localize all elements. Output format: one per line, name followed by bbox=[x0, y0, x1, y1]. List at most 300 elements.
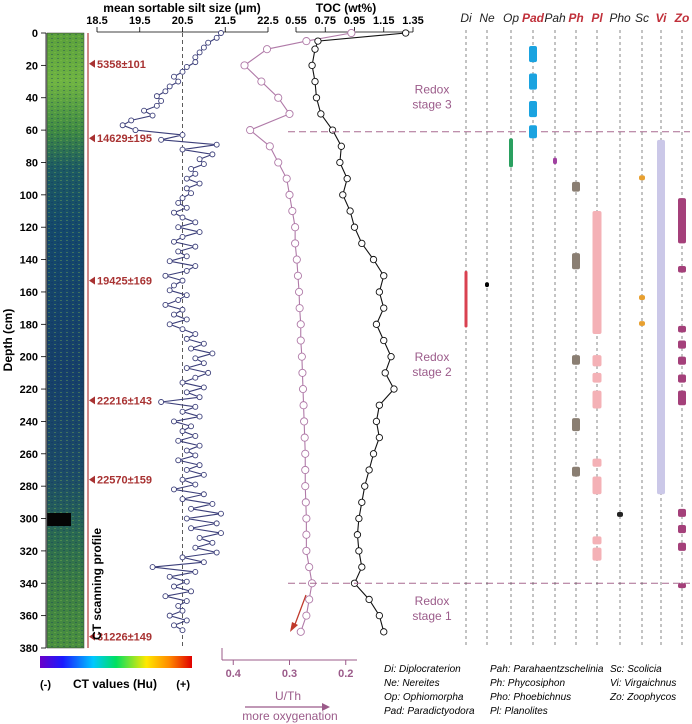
silt-point bbox=[193, 453, 198, 458]
toc-point bbox=[312, 78, 318, 84]
trace-column-header: Sc bbox=[634, 11, 650, 25]
trace-column-header: Pho bbox=[609, 11, 631, 25]
silt-point bbox=[184, 293, 189, 298]
silt-point bbox=[159, 137, 164, 142]
trace-occurrence bbox=[572, 253, 580, 269]
trace-occurrence bbox=[678, 357, 686, 365]
trace-occurrence bbox=[678, 525, 686, 533]
legend-entry: Vi: Virgaichnus bbox=[610, 678, 677, 689]
silt-point bbox=[197, 414, 202, 419]
toc-point bbox=[382, 370, 388, 376]
toc-tick-label: 1.15 bbox=[373, 15, 395, 27]
toc-point bbox=[329, 127, 335, 133]
trace-occurrence bbox=[678, 391, 686, 406]
toc-point bbox=[309, 62, 315, 68]
silt-point bbox=[167, 288, 172, 293]
depth-tick-label: 260 bbox=[19, 448, 38, 461]
silt-point bbox=[189, 424, 194, 429]
silt-point bbox=[163, 273, 168, 278]
redox-label-line2: stage 3 bbox=[412, 97, 452, 112]
silt-point bbox=[167, 84, 172, 89]
silt-point bbox=[142, 108, 147, 113]
silt-point bbox=[184, 366, 189, 371]
uth-point bbox=[303, 547, 310, 554]
silt-point bbox=[159, 400, 164, 405]
uth-point bbox=[258, 78, 265, 85]
toc-point bbox=[381, 337, 387, 343]
uth-series bbox=[241, 29, 355, 635]
trace-occurrence bbox=[572, 355, 580, 365]
silt-point bbox=[197, 395, 202, 400]
trace-occurrence bbox=[639, 295, 645, 300]
depth-tick-label: 20 bbox=[25, 60, 38, 73]
uth-point bbox=[297, 628, 304, 635]
age-label: 19425±169 bbox=[97, 275, 152, 288]
uth-point bbox=[303, 531, 310, 538]
trace-occurrence bbox=[617, 512, 623, 517]
legend-entry: Pad: Paradictyodora bbox=[384, 706, 475, 717]
uth-point bbox=[302, 499, 309, 506]
toc-point bbox=[376, 434, 382, 440]
uth-point bbox=[275, 159, 282, 166]
colorbar-title: CT values (Hu) bbox=[72, 677, 158, 691]
silt-point bbox=[184, 618, 189, 623]
silt-point bbox=[193, 244, 198, 249]
silt-line bbox=[123, 33, 221, 630]
toc-point bbox=[381, 273, 387, 279]
silt-tick-label: 20.5 bbox=[171, 15, 194, 27]
trace-occurrence bbox=[678, 543, 686, 551]
silt-point bbox=[176, 225, 181, 230]
silt-point bbox=[184, 599, 189, 604]
trace-fossil-legend bbox=[384, 664, 676, 717]
silt-point bbox=[176, 249, 181, 254]
trace-column-header: Pl bbox=[591, 11, 603, 25]
uth-point bbox=[303, 515, 310, 522]
depth-tick-label: 380 bbox=[19, 643, 38, 655]
toc-point bbox=[391, 386, 397, 392]
trace-column-header: Pah bbox=[544, 11, 566, 25]
silt-point bbox=[150, 113, 155, 118]
trace-occurrence bbox=[678, 198, 686, 243]
toc-point bbox=[373, 321, 379, 327]
silt-point bbox=[184, 516, 189, 521]
silt-point bbox=[171, 419, 176, 424]
uth-point bbox=[302, 466, 309, 473]
silt-point bbox=[189, 506, 194, 511]
silt-point bbox=[206, 40, 211, 45]
silt-point bbox=[171, 623, 176, 628]
uth-line bbox=[245, 33, 352, 632]
uth-point bbox=[275, 94, 282, 101]
silt-point bbox=[218, 531, 223, 536]
silt-point bbox=[184, 268, 189, 273]
toc-point bbox=[347, 208, 353, 214]
silt-point bbox=[184, 176, 189, 181]
redox-label-line1: Redox bbox=[414, 349, 450, 364]
depth-tick-label: 100 bbox=[19, 189, 38, 202]
uth-point bbox=[299, 385, 306, 392]
silt-point bbox=[197, 443, 202, 448]
trace-occurrence bbox=[529, 101, 537, 117]
silt-point bbox=[176, 603, 181, 608]
trace-occurrence bbox=[465, 271, 468, 328]
toc-point bbox=[338, 143, 344, 149]
trace-column-header: Pad bbox=[521, 11, 545, 25]
toc-point bbox=[376, 289, 382, 295]
toc-point bbox=[354, 532, 360, 538]
redox-boundaries bbox=[288, 132, 690, 584]
silt-tick-label: 18.5 bbox=[86, 15, 108, 27]
trace-occurrence bbox=[593, 459, 602, 467]
trace-column-header: Zo bbox=[674, 11, 690, 25]
silt-point bbox=[193, 264, 198, 269]
silt-point bbox=[180, 429, 185, 434]
toc-point bbox=[381, 305, 387, 311]
toc-point bbox=[366, 467, 372, 473]
uth-point bbox=[296, 305, 303, 312]
silt-point bbox=[167, 259, 172, 264]
toc-tick-label: 0.55 bbox=[285, 15, 307, 27]
silt-point bbox=[189, 589, 194, 594]
silt-point bbox=[197, 535, 202, 540]
silt-point bbox=[214, 550, 219, 555]
silt-point bbox=[180, 215, 185, 220]
depth-tick-label: 160 bbox=[19, 286, 38, 299]
trace-occurrence bbox=[572, 467, 580, 477]
trace-occurrence bbox=[593, 355, 602, 366]
silt-point bbox=[180, 409, 185, 414]
silt-point bbox=[201, 472, 206, 477]
toc-point bbox=[388, 353, 394, 359]
trace-fossil-columns bbox=[460, 11, 689, 648]
silt-tick-label: 22.5 bbox=[257, 15, 279, 27]
silt-point bbox=[150, 565, 155, 570]
depth-tick-label: 300 bbox=[19, 513, 38, 526]
toc-point bbox=[312, 46, 318, 52]
age-label: 5358±101 bbox=[97, 58, 146, 71]
uth-point bbox=[301, 434, 308, 441]
silt-point bbox=[176, 458, 181, 463]
trace-occurrence bbox=[678, 509, 686, 517]
silt-point bbox=[193, 404, 198, 409]
uth-point bbox=[293, 256, 300, 263]
uth-point bbox=[241, 62, 248, 69]
trace-occurrence bbox=[678, 326, 686, 332]
toc-point bbox=[359, 499, 365, 505]
age-marker bbox=[89, 277, 95, 285]
toc-point bbox=[370, 451, 376, 457]
age-marker bbox=[89, 60, 95, 68]
toc-point bbox=[359, 240, 365, 246]
silt-point bbox=[176, 438, 181, 443]
uth-point bbox=[297, 337, 304, 344]
toc-point bbox=[376, 612, 382, 618]
depth-tick-label: 220 bbox=[19, 384, 38, 397]
uth-point bbox=[289, 207, 296, 214]
depth-tick-label: 240 bbox=[19, 416, 38, 429]
depth-axis bbox=[20, 28, 46, 655]
toc-tick-label: 1.35 bbox=[402, 15, 424, 27]
silt-point bbox=[184, 186, 189, 191]
age-label: 14629±195 bbox=[97, 133, 152, 146]
silt-point bbox=[180, 147, 185, 152]
uth-tick-label: 0.4 bbox=[225, 668, 241, 680]
silt-point bbox=[184, 390, 189, 395]
silt-point bbox=[184, 448, 189, 453]
trace-occurrence bbox=[572, 182, 580, 192]
toc-series bbox=[309, 30, 409, 635]
toc-point bbox=[344, 175, 350, 181]
silt-point bbox=[210, 152, 215, 157]
silt-point bbox=[180, 628, 185, 633]
trace-occurrence bbox=[678, 583, 686, 588]
toc-point bbox=[381, 629, 387, 635]
silt-point bbox=[201, 492, 206, 497]
silt-point bbox=[180, 380, 185, 385]
silt-point bbox=[133, 128, 138, 133]
silt-point bbox=[184, 254, 189, 259]
redox-stage-labels bbox=[412, 83, 452, 623]
silt-point bbox=[193, 482, 198, 487]
silt-point bbox=[171, 239, 176, 244]
depth-axis-label: Depth (cm) bbox=[1, 308, 15, 372]
silt-point bbox=[184, 467, 189, 472]
silt-point bbox=[180, 327, 185, 332]
uth-point bbox=[302, 483, 309, 490]
silt-point bbox=[120, 123, 125, 128]
silt-point bbox=[214, 35, 219, 40]
silt-point bbox=[184, 64, 189, 69]
silt-point bbox=[193, 375, 198, 380]
uth-point bbox=[283, 175, 290, 182]
silt-point bbox=[180, 477, 185, 482]
uth-point bbox=[303, 37, 310, 44]
silt-point bbox=[214, 521, 219, 526]
toc-point bbox=[315, 38, 321, 44]
legend-entry: Sc: Scolicia bbox=[610, 664, 662, 675]
silt-point bbox=[184, 317, 189, 322]
trace-occurrence bbox=[593, 373, 602, 383]
toc-point bbox=[313, 95, 319, 101]
toc-point bbox=[318, 111, 324, 117]
uth-point bbox=[295, 288, 302, 295]
silt-point bbox=[180, 497, 185, 502]
depth-tick-label: 140 bbox=[19, 254, 38, 267]
uth-point bbox=[306, 596, 313, 603]
redox-label-line2: stage 1 bbox=[412, 609, 452, 624]
silt-point bbox=[193, 55, 198, 60]
legend-entry: Pho: Phoebichnus bbox=[490, 692, 572, 703]
silt-point bbox=[180, 132, 185, 137]
trace-occurrence bbox=[657, 140, 665, 494]
silt-point bbox=[193, 220, 198, 225]
silt-point bbox=[197, 50, 202, 55]
silt-point bbox=[218, 31, 223, 36]
uth-tick-label: 0.3 bbox=[281, 668, 298, 680]
silt-point bbox=[214, 142, 219, 147]
uth-point bbox=[298, 353, 305, 360]
colorbar-max-label: (+) bbox=[176, 679, 190, 691]
age-marker bbox=[89, 396, 95, 404]
silt-point bbox=[171, 584, 176, 589]
silt-point bbox=[193, 545, 198, 550]
colorbar-min-label: (-) bbox=[40, 679, 51, 691]
trace-occurrence bbox=[639, 321, 645, 326]
silt-point bbox=[189, 526, 194, 531]
silt-point bbox=[189, 191, 194, 196]
silt-point bbox=[167, 613, 172, 618]
toc-point bbox=[373, 418, 379, 424]
uth-point bbox=[286, 110, 293, 117]
toc-point bbox=[356, 548, 362, 554]
silt-point bbox=[197, 181, 202, 186]
legend-entry: Ph: Phycosiphon bbox=[490, 678, 566, 689]
silt-point bbox=[210, 351, 215, 356]
silt-point bbox=[180, 196, 185, 201]
oxygenation-label: more oxygenation bbox=[242, 709, 338, 723]
uth-point bbox=[266, 143, 273, 150]
age-marker bbox=[89, 476, 95, 484]
trace-column-header: Ne bbox=[479, 11, 495, 25]
trace-occurrence bbox=[572, 418, 580, 431]
trace-occurrence bbox=[678, 341, 686, 349]
silt-point bbox=[180, 278, 185, 283]
uth-point bbox=[300, 402, 307, 409]
silt-point bbox=[180, 307, 185, 312]
depth-tick-label: 80 bbox=[25, 157, 38, 170]
silt-point bbox=[171, 210, 176, 215]
silt-point bbox=[180, 608, 185, 613]
silt-point bbox=[167, 322, 172, 327]
silt-point bbox=[154, 103, 159, 108]
silt-point bbox=[180, 69, 185, 74]
trace-occurrence bbox=[678, 266, 686, 272]
legend-entry: Ne: Nereites bbox=[384, 678, 440, 689]
depth-tick-label: 320 bbox=[19, 545, 38, 558]
trace-column-header: Vi bbox=[655, 11, 667, 25]
trace-occurrence bbox=[593, 536, 602, 544]
toc-point bbox=[376, 402, 382, 408]
uth-tick-label: 0.2 bbox=[338, 668, 354, 680]
silt-point bbox=[159, 98, 164, 103]
silt-point bbox=[193, 332, 198, 337]
uth-point bbox=[292, 224, 299, 231]
trace-occurrence bbox=[529, 73, 537, 89]
silt-point bbox=[154, 94, 159, 99]
redox-label-line1: Redox bbox=[414, 82, 450, 97]
silt-point bbox=[193, 356, 198, 361]
silt-point bbox=[201, 385, 206, 390]
age-label: 22216±143 bbox=[97, 395, 152, 408]
silt-point bbox=[163, 594, 168, 599]
uth-axis bbox=[222, 648, 357, 723]
silt-point bbox=[201, 162, 206, 167]
depth-tick-label: 280 bbox=[19, 481, 38, 494]
uth-point bbox=[301, 418, 308, 425]
uth-point bbox=[348, 29, 355, 36]
silt-series bbox=[120, 31, 223, 633]
depth-tick-label: 40 bbox=[25, 92, 38, 105]
toc-axis-title: TOC (wt%) bbox=[315, 1, 377, 15]
trace-occurrence bbox=[639, 175, 645, 180]
toc-tick-label: 0.95 bbox=[343, 15, 366, 27]
toc-point bbox=[356, 515, 362, 521]
silt-point bbox=[171, 283, 176, 288]
silt-point bbox=[176, 200, 181, 205]
uth-point bbox=[263, 46, 270, 53]
trace-column-header: Di bbox=[460, 11, 472, 25]
toc-point bbox=[362, 483, 368, 489]
toc-point bbox=[359, 564, 365, 570]
trace-occurrence bbox=[593, 211, 602, 334]
silt-point bbox=[201, 560, 206, 565]
silt-point bbox=[201, 361, 206, 366]
trace-occurrence bbox=[529, 125, 537, 138]
age-label: 31226±149 bbox=[97, 631, 152, 644]
silt-point bbox=[193, 569, 198, 574]
toc-point bbox=[340, 192, 346, 198]
ct-scan-core-image bbox=[47, 33, 84, 648]
toc-point bbox=[351, 224, 357, 230]
silt-point bbox=[129, 118, 134, 123]
silt-point bbox=[189, 166, 194, 171]
legend-entry: Pl: Planolites bbox=[490, 706, 548, 717]
silt-point bbox=[210, 540, 215, 545]
depth-tick-label: 120 bbox=[19, 222, 38, 235]
uth-point bbox=[299, 369, 306, 376]
silt-point bbox=[197, 230, 202, 235]
silt-point bbox=[201, 45, 206, 50]
legend-entry: Op: Ophiomorpha bbox=[384, 692, 464, 703]
silt-point bbox=[193, 60, 198, 65]
silt-point bbox=[218, 511, 223, 516]
age-marker bbox=[89, 134, 95, 142]
trace-occurrence bbox=[529, 46, 537, 62]
depth-tick-label: 180 bbox=[19, 319, 38, 332]
legend-entry: Pah: Parahaentzschelinia bbox=[490, 664, 604, 675]
toc-point bbox=[402, 30, 408, 36]
depth-tick-label: 0 bbox=[31, 28, 38, 40]
trace-occurrence bbox=[593, 476, 602, 494]
silt-point bbox=[193, 171, 198, 176]
toc-axis bbox=[285, 1, 423, 32]
silt-point bbox=[163, 302, 168, 307]
silt-point bbox=[197, 463, 202, 468]
uth-axis-label: U/Th bbox=[274, 689, 302, 703]
silt-point bbox=[184, 579, 189, 584]
uth-point bbox=[286, 191, 293, 198]
age-label: 22570±159 bbox=[97, 474, 152, 487]
silt-point bbox=[201, 341, 206, 346]
toc-tick-label: 0.75 bbox=[314, 15, 336, 27]
silt-point bbox=[163, 89, 168, 94]
uth-point bbox=[292, 240, 299, 247]
depth-tick-label: 200 bbox=[19, 351, 38, 364]
toc-point bbox=[337, 159, 343, 165]
silt-point bbox=[197, 157, 202, 162]
silt-axis-title: mean sortable silt size (μm) bbox=[103, 1, 261, 15]
silt-point bbox=[176, 298, 181, 303]
silt-axis bbox=[86, 1, 278, 32]
uth-point bbox=[302, 450, 309, 457]
uth-point bbox=[247, 127, 254, 134]
silt-point bbox=[171, 74, 176, 79]
silt-tick-label: 19.5 bbox=[129, 15, 151, 27]
trace-occurrence bbox=[485, 282, 489, 287]
silt-point bbox=[176, 79, 181, 84]
redox-label-line1: Redox bbox=[414, 594, 450, 609]
